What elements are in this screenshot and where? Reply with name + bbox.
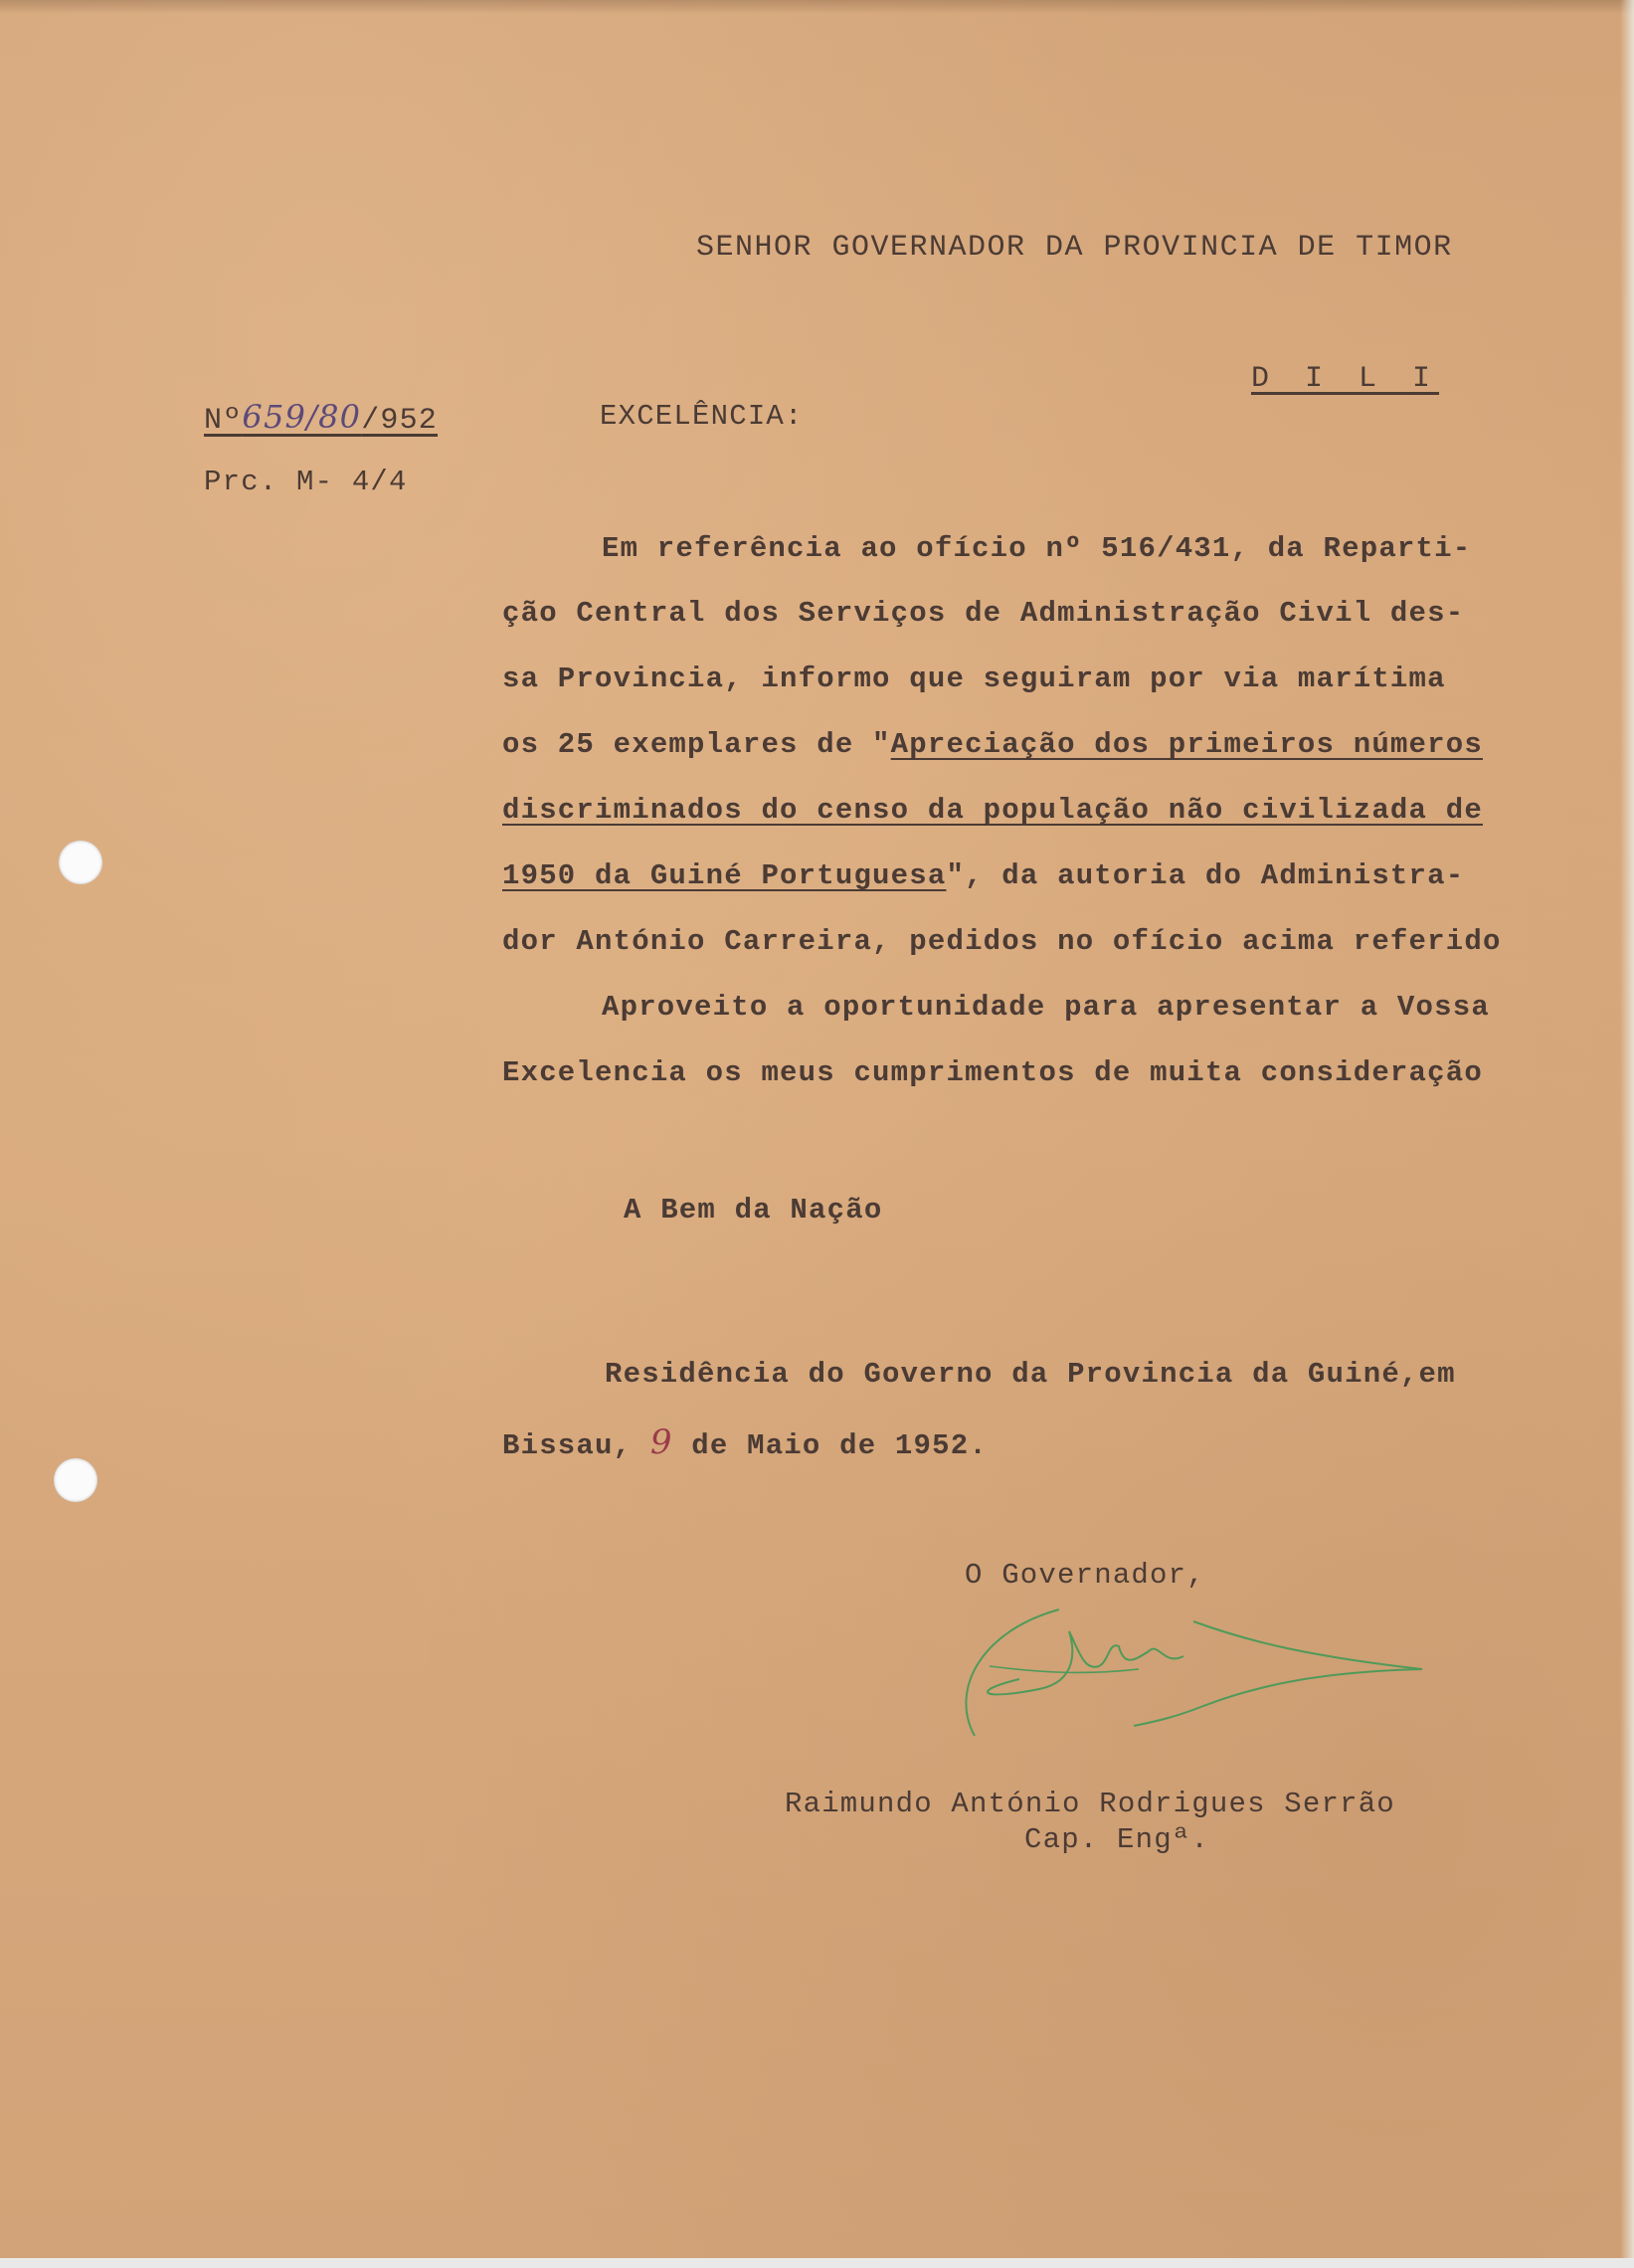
process-number: Prc. M- 4/4 — [204, 466, 408, 498]
reference-number — [204, 398, 438, 438]
place-line: Residência do Governo da Provincia da Guiné,em — [605, 1358, 1456, 1391]
date-city: Bissau, — [502, 1429, 633, 1462]
date-line — [502, 1422, 988, 1462]
signatory-name: Raimundo António Rodrigues Serrão — [785, 1788, 1395, 1820]
publication-title-part-2: discriminados do censo da população não civilizada de — [502, 794, 1483, 827]
addressee-line: SENHOR GOVERNADOR DA PROVINCIA DE TIMOR — [696, 231, 1453, 265]
reference-prefix: Nº — [204, 404, 243, 438]
body-line-2: ção Central dos Serviços de Administração Civil des- — [502, 597, 1465, 630]
salutation: EXCELÊNCIA: — [600, 400, 804, 433]
paper-top-edge — [0, 0, 1634, 14]
handwritten-signature — [910, 1572, 1427, 1761]
reference-suffix: /952 — [361, 404, 438, 438]
body-line-9: Excelencia os meus cumprimentos de muita consideração — [502, 1056, 1483, 1089]
destination-city: D I L I — [1251, 362, 1440, 396]
publication-title-part-1: Apreciação dos primeiros números — [890, 728, 1483, 761]
signatory-rank: Cap. Engª. — [1024, 1823, 1210, 1856]
punch-hole-lower — [54, 1458, 97, 1502]
punch-hole-upper — [59, 841, 102, 884]
handwritten-day: 9 — [649, 1422, 673, 1462]
paper-right-edge — [1620, 0, 1634, 2268]
publication-title-part-3: 1950 da Guiné Portuguesa — [502, 859, 947, 892]
body-line-4-text: os 25 exemplares de " — [502, 728, 891, 761]
body-line-6 — [502, 859, 1464, 892]
body-line-1: Em referência ao ofício nº 516/431, da Reparti- — [602, 532, 1472, 565]
date-rest: de Maio de 1952. — [691, 1429, 988, 1462]
handwritten-reference-number: 659/80 — [242, 398, 362, 436]
closing-formula: A Bem da Nação — [624, 1194, 883, 1227]
signatory-title: O Governador, — [965, 1559, 1205, 1592]
body-line-4 — [502, 728, 1483, 761]
body-line-8: Aproveito a oportunidade para apresentar a Vossa — [602, 991, 1490, 1024]
body-line-6-text: ", da autoria do Administra- — [946, 859, 1465, 892]
body-line-7: dor António Carreira, pedidos no ofício acima referido — [502, 925, 1502, 958]
body-line-3: sa Provincia, informo que seguiram por via marítima — [502, 662, 1446, 695]
